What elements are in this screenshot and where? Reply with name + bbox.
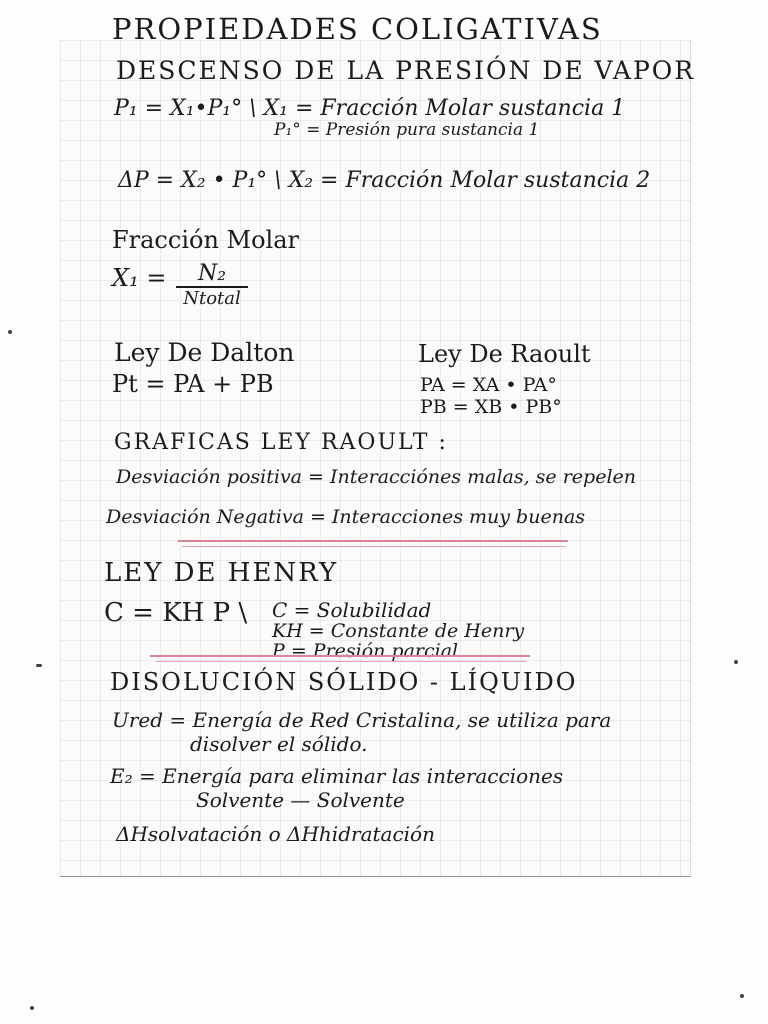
fraction-numerator: N₂ [197, 261, 227, 286]
margin-dot [30, 1006, 34, 1010]
section-heading-descenso: DESCENSO DE LA PRESIÓN DE VAPOR [116, 56, 696, 85]
equation-x1-lhs: X₁ = [112, 264, 167, 292]
equation-henry: C = KH P \ [104, 598, 248, 628]
e2-text-line1: E₂ = Energía para eliminar las interacciones [110, 764, 564, 788]
desviacion-negativa-text: Desviación Negativa = Interacciones muy buenas [106, 506, 586, 528]
henry-def-c: C = Solubilidad [272, 598, 432, 622]
ured-text-line1: Ured = Energía de Red Cristalina, se utiliza para [112, 708, 612, 732]
grid-paper [60, 40, 691, 877]
ured-text-line2: disolver el sólido. [190, 732, 368, 756]
highlight-underline [182, 546, 566, 547]
equation-p1: P₁ = X₁•P₁° \ X₁ = Fracción Molar sustancia 1 [114, 96, 626, 121]
equation-dalton: Pt = PA + PB [112, 370, 274, 398]
section-heading-ley-henry: LEY DE HENRY [104, 558, 339, 588]
margin-dot [740, 994, 744, 998]
desviacion-positiva-text: Desviación positiva = Interacciónes malas, se repelen [116, 466, 637, 488]
margin-dot [734, 660, 738, 664]
highlight-underline [150, 655, 530, 657]
section-heading-fraccion-molar: Fracción Molar [112, 226, 300, 254]
margin-dot [8, 330, 12, 334]
equation-delta-p: ΔP = X₂ • P₁° \ X₂ = Fracción Molar sustancia 2 [118, 168, 651, 193]
equation-raoult-b: PB = XB • PB° [420, 396, 562, 418]
highlight-underline [178, 540, 568, 542]
delta-h-text: ΔHsolvatación o ΔHhidratación [116, 822, 435, 846]
highlight-underline [156, 661, 526, 662]
section-heading-ley-dalton: Ley De Dalton [114, 338, 295, 367]
henry-def-kh: KH = Constante de Henry [272, 620, 525, 642]
section-heading-graficas: GRAFICAS LEY RAOULT : [114, 430, 448, 455]
page-title: PROPIEDADES COLIGATIVAS [112, 12, 603, 46]
equation-p1-subnote: P₁° = Presión pura sustancia 1 [274, 120, 540, 140]
equation-raoult-a: PA = XA • PA° [420, 374, 557, 396]
e2-text-line2: Solvente — Solvente [196, 788, 405, 812]
henry-def-p: P = Presión parcial [272, 640, 459, 662]
section-heading-disolucion: DISOLUCIÓN SÓLIDO - LÍQUIDO [110, 668, 578, 696]
fraction-denominator: Ntotal [176, 286, 248, 310]
section-heading-ley-raoult: Ley De Raoult [418, 340, 591, 368]
fraction-nb-over-ntotal [176, 262, 248, 310]
margin-dot [36, 664, 42, 667]
